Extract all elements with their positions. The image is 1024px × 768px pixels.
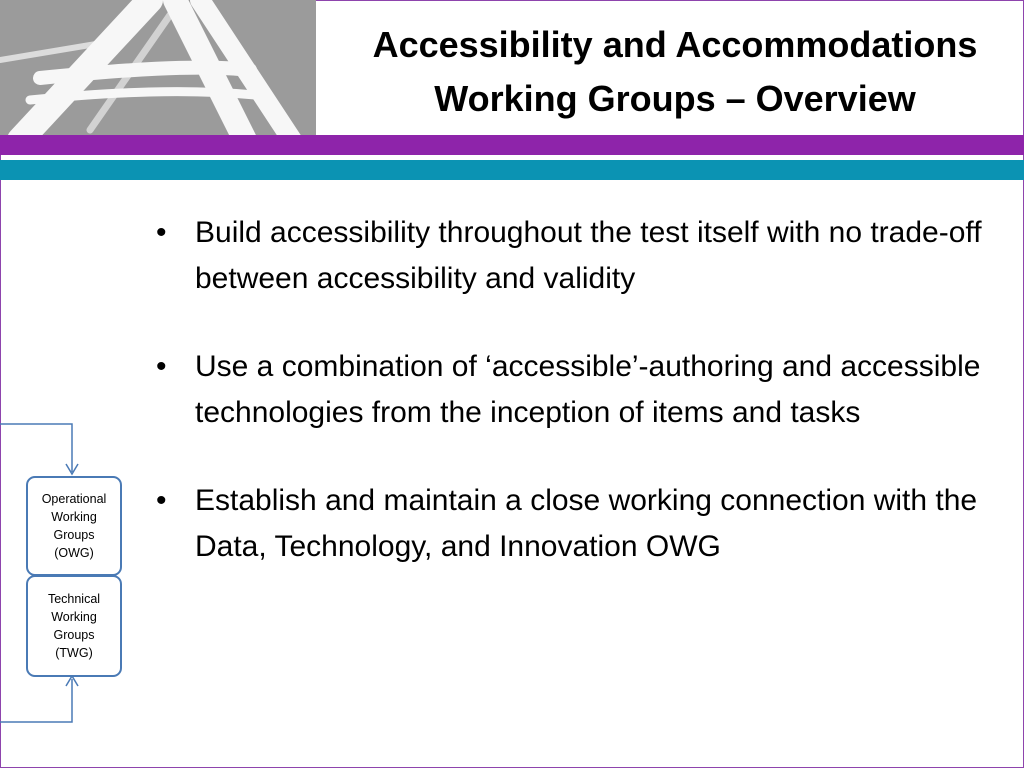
- connector-top: [0, 424, 72, 472]
- bullet-text: Establish and maintain a close working connection with the Data, Technology, and Innovation OWG: [195, 484, 978, 563]
- bullet-dot-icon: •: [156, 484, 167, 517]
- twg-label: Technical Working Groups (TWG): [47, 592, 101, 660]
- twg-box: [26, 575, 122, 677]
- owg-label: Operational Working Groups (OWG): [41, 492, 107, 560]
- bullet-text: Build accessibility throughout the test itself with no trade-off between accessibility and validity: [195, 216, 982, 295]
- bullet-text: Use a combination of ‘accessible’-authoring and accessible technologies from the inception of items and tasks: [195, 350, 981, 429]
- slide-title: Accessibility and Accommodations Working Groups – Overview: [372, 24, 978, 119]
- bullet-dot-icon: •: [156, 350, 167, 383]
- connector-bottom: [0, 679, 72, 722]
- owg-box: [26, 476, 122, 576]
- bullet-dot-icon: •: [156, 216, 167, 249]
